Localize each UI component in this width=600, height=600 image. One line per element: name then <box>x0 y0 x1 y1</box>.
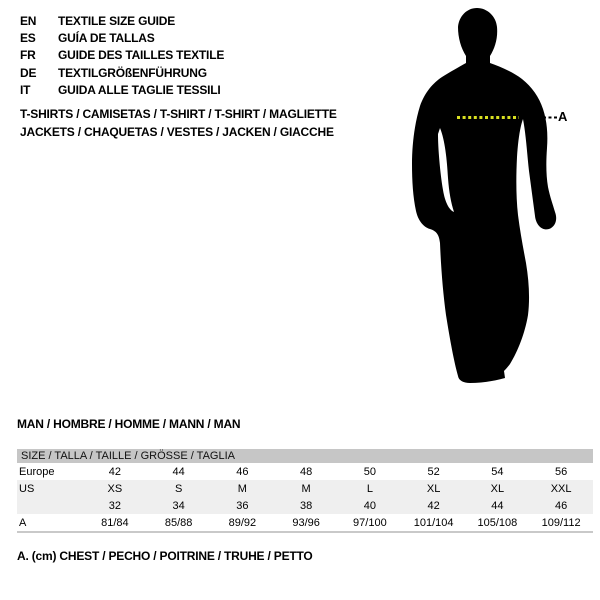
language-title: GUIDE DES TAILLES TEXTILE <box>58 48 225 63</box>
section-title-man: MAN / HOMBRE / HOMME / MANN / MAN <box>17 417 241 431</box>
size-cell: 97/100 <box>353 516 387 529</box>
size-cell: 50 <box>363 465 376 478</box>
table-row-europe <box>17 463 593 480</box>
language-title: GUIDA ALLE TAGLIE TESSILI <box>58 82 221 97</box>
row-label: Europe <box>19 465 55 478</box>
size-cell: M <box>237 482 247 495</box>
size-cell: 36 <box>236 499 249 512</box>
size-cell: 32 <box>108 499 121 512</box>
size-table-header: SIZE / TALLA / TAILLE / GRÖSSE / TAGLIA <box>17 449 593 463</box>
size-cell: 52 <box>427 465 440 478</box>
size-cell: S <box>174 482 183 495</box>
language-code: IT <box>20 82 31 97</box>
size-cell: 105/108 <box>477 516 518 529</box>
measurement-footnote: A. (cm) CHEST / PECHO / POITRINE / TRUHE / PETTO <box>17 549 313 563</box>
size-cell: XL <box>490 482 505 495</box>
size-cell: 85/88 <box>164 516 193 529</box>
size-cell: 56 <box>555 465 568 478</box>
size-table <box>17 449 593 533</box>
table-row-uk <box>17 497 593 514</box>
size-cell: 34 <box>172 499 185 512</box>
size-cell: XL <box>426 482 441 495</box>
size-cell: M <box>301 482 311 495</box>
language-title: TEXTILGRÖßENFÜHRUNG <box>58 65 207 80</box>
size-cell: 38 <box>300 499 313 512</box>
size-cell: 109/112 <box>541 516 581 529</box>
size-cell: 44 <box>491 499 504 512</box>
size-cell: 44 <box>172 465 185 478</box>
size-cell: XS <box>107 482 123 495</box>
language-code: DE <box>20 65 37 80</box>
size-cell: 42 <box>108 465 121 478</box>
size-cell: XXL <box>550 482 572 495</box>
size-cell: 89/92 <box>228 516 257 529</box>
category-tshirts: T-SHIRTS / CAMISETAS / T-SHIRT / T-SHIRT / MAGLIETTE <box>20 107 337 121</box>
language-code: FR <box>20 48 36 63</box>
size-cell: L <box>366 482 373 495</box>
table-row-chest-a <box>17 514 593 531</box>
size-cell: 48 <box>300 465 313 478</box>
size-cell: 46 <box>555 499 568 512</box>
man-silhouette <box>412 8 556 383</box>
size-cell: 54 <box>491 465 504 478</box>
language-title: GUÍA DE TALLAS <box>58 30 155 45</box>
row-label: US <box>19 482 35 495</box>
row-label: A <box>19 516 27 529</box>
size-cell: 93/96 <box>292 516 320 529</box>
table-row-us <box>17 480 593 497</box>
language-title: TEXTILE SIZE GUIDE <box>58 13 176 28</box>
category-jackets: JACKETS / CHAQUETAS / VESTES / JACKEN / GIACCHE <box>20 124 334 139</box>
language-code: EN <box>20 13 37 28</box>
size-cell: 46 <box>236 465 249 478</box>
language-code: ES <box>20 30 36 45</box>
size-cell: 101/104 <box>413 516 454 529</box>
size-cell: 42 <box>427 499 440 512</box>
measurement-a-label: A <box>558 109 568 124</box>
size-cell: 81/84 <box>101 516 129 529</box>
size-cell: 40 <box>363 499 376 512</box>
